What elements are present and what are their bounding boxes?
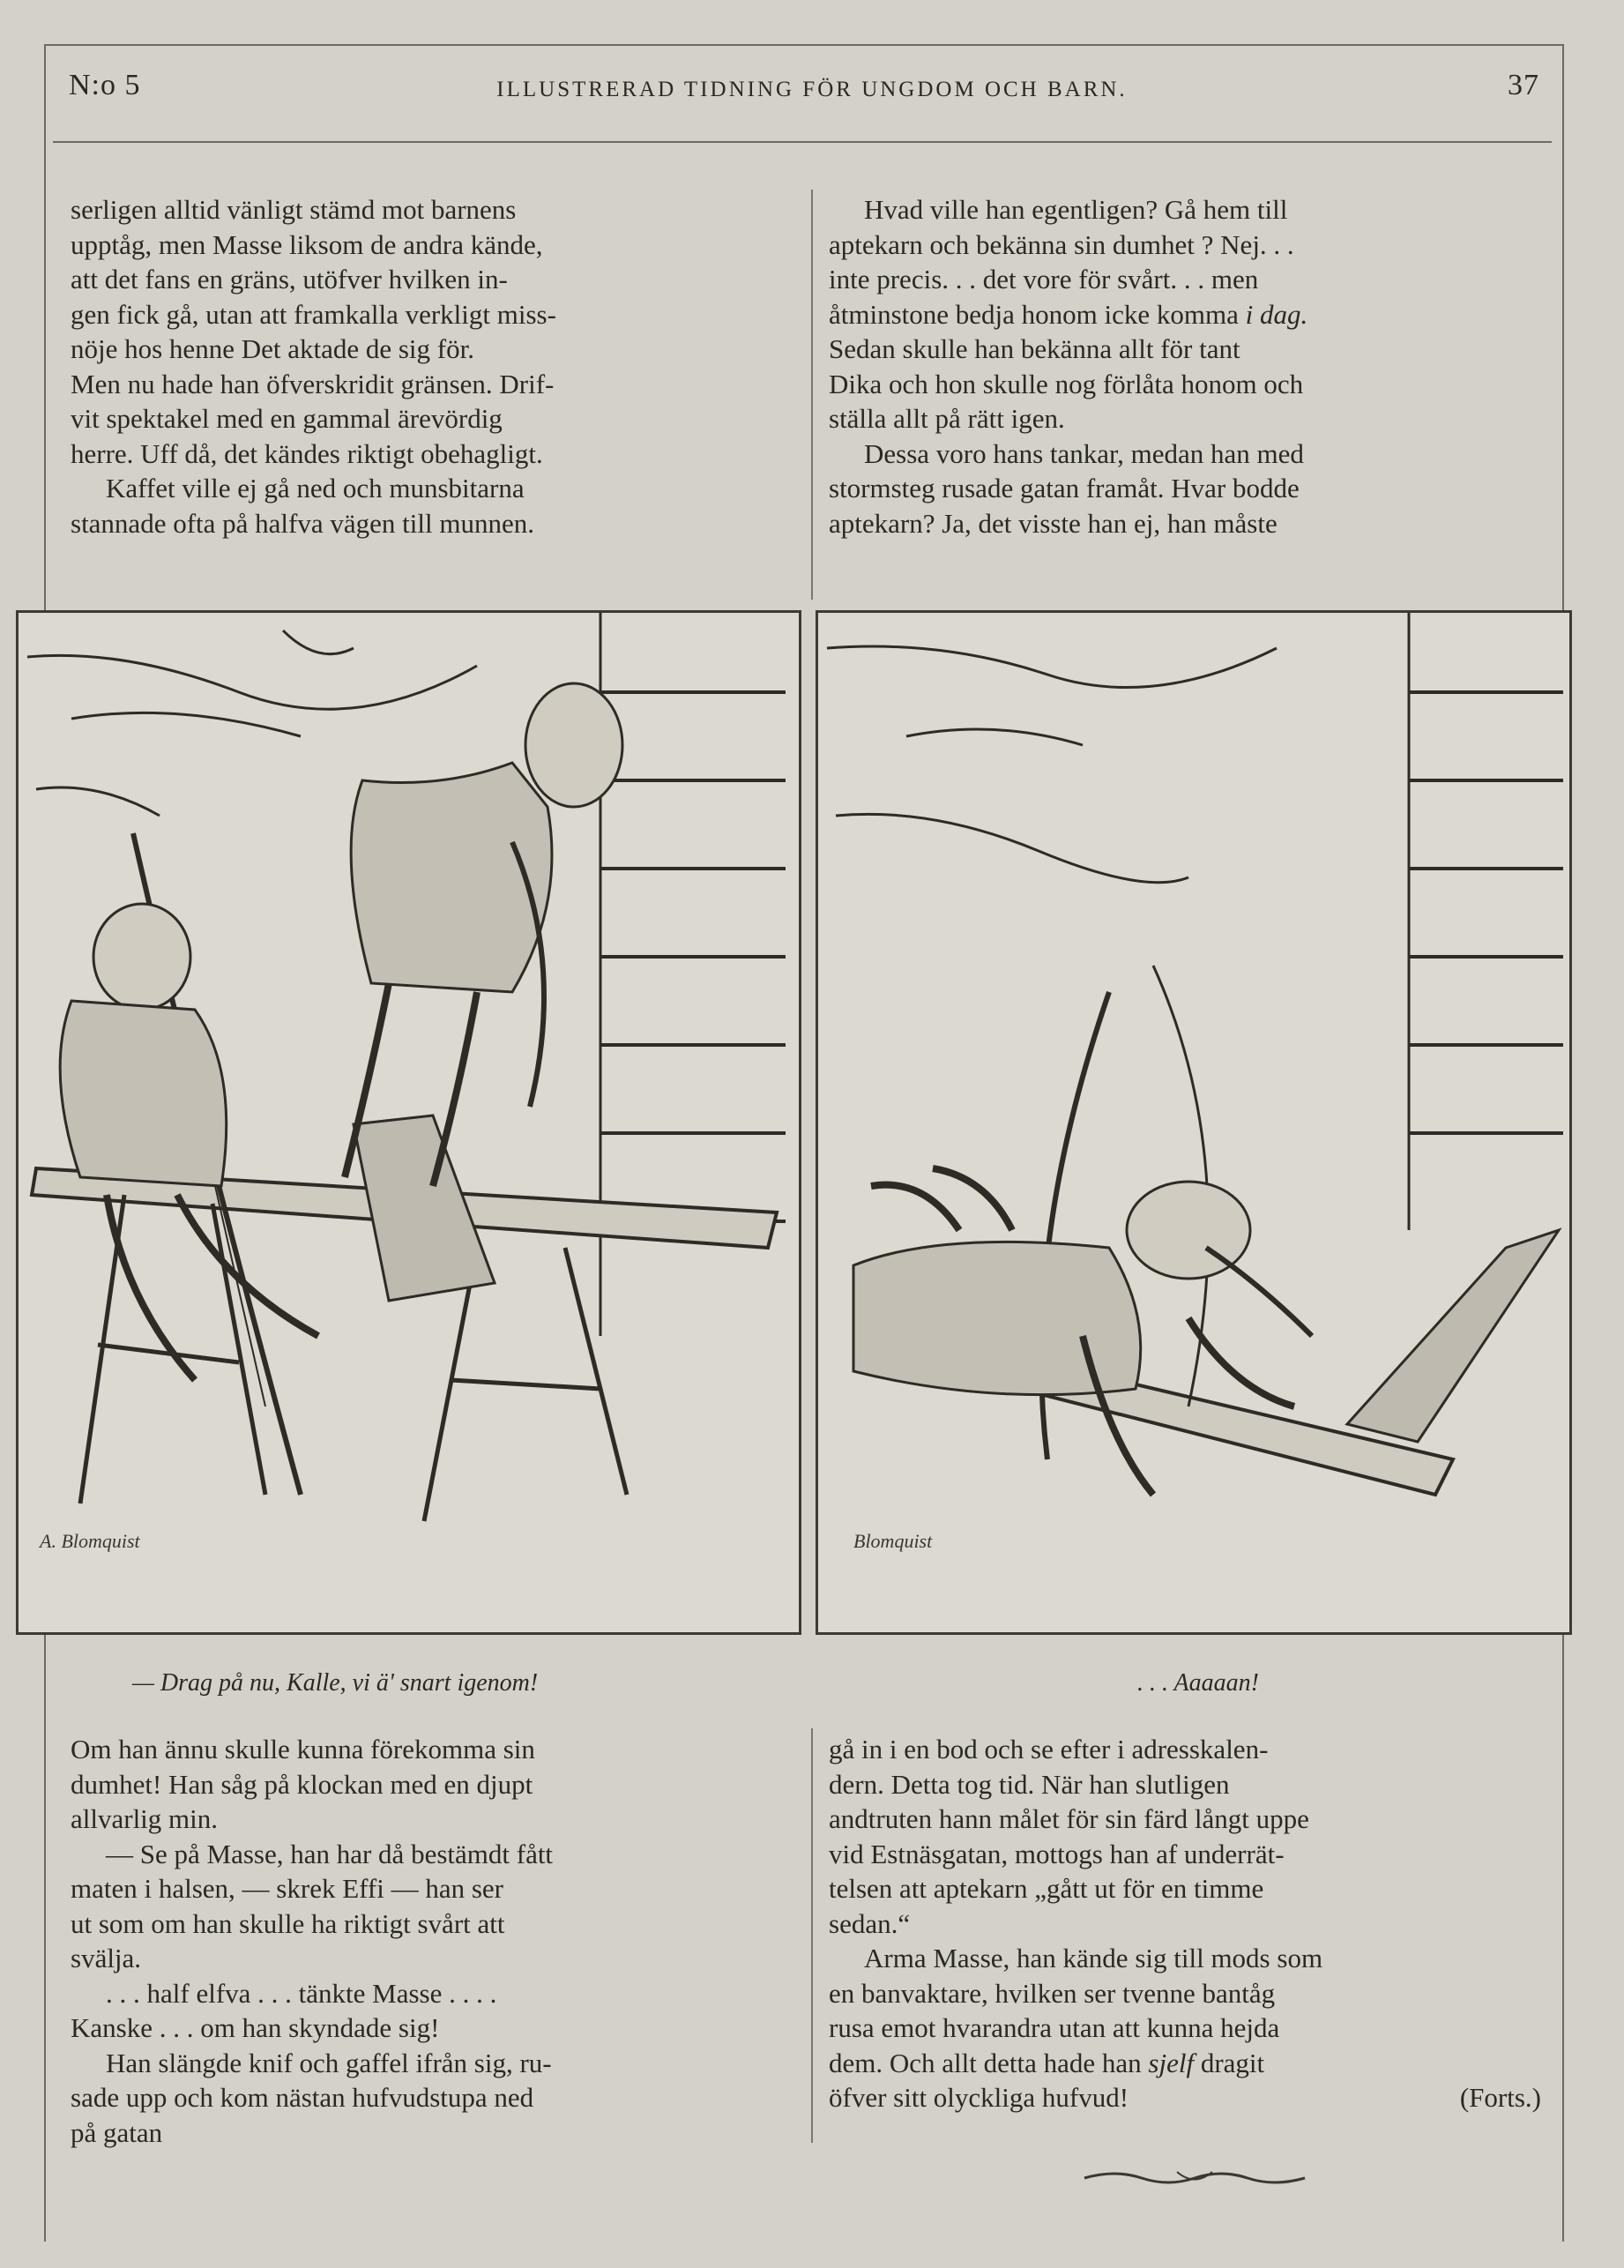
text-line: Kanske . . . om han skyndade sig!: [71, 2012, 440, 2043]
text-column-top-left: [71, 192, 793, 541]
text-line: rusa emot hvarandra utan att kunna hejda: [829, 2012, 1280, 2043]
text-line: sedan.“: [829, 1907, 911, 1939]
text-line: allvarlig min.: [71, 1803, 219, 1834]
text-line: herre. Uff då, det kändes riktigt obehagligt.: [71, 437, 543, 469]
caption-left: — Drag på nu, Kalle, vi ä' snart igenom!: [132, 1669, 539, 1697]
text-line: gå in i en bod och se efter i adresskalen-: [829, 1734, 1269, 1764]
caption-right: . . . Aaaaan!: [1137, 1669, 1259, 1697]
issue-number: N:o 5: [69, 69, 141, 101]
column-divider-top: [811, 190, 813, 600]
text-line: Dika och hon skulle nog förlåta honom och: [829, 368, 1304, 399]
text-line: Sedan skulle han bekänna allt för tant: [829, 333, 1240, 364]
branch: [71, 712, 301, 736]
branch: [906, 729, 1083, 745]
branch: [827, 646, 1277, 688]
ornament-divider: [1080, 2165, 1309, 2191]
publication-title: ILLUSTRERAD TIDNING FÖR UNGDOM OCH BARN.: [496, 78, 1128, 101]
text-line: gen fick gå, utan att framkalla verkligt miss-: [71, 298, 556, 330]
signature-right: Blomquist: [853, 1530, 933, 1552]
sawing-scene: [19, 613, 799, 1632]
text-line: ut som om han skulle ha riktigt svårt att: [71, 1907, 505, 1939]
branch: [36, 787, 160, 816]
text-column-top-right: [829, 192, 1552, 541]
text-line: inte precis. . . det vore för svårt. . . men: [829, 264, 1259, 295]
text-line: vid Estnäsgatan, mottogs han af underrät-: [829, 1838, 1285, 1869]
illustration-left: [16, 610, 801, 1635]
text-line: stormsteg rusade gatan framåt. Hvar bodde: [829, 473, 1300, 504]
text-column-bottom-left: [71, 1732, 793, 2150]
falling-scene: [818, 613, 1569, 1632]
branch: [836, 814, 1188, 882]
text-line: [829, 297, 1552, 332]
text-line: . . . half elfva . . . tänkte Masse . . . .: [106, 1977, 497, 2009]
text-line: en banvaktare, hvilken ser tvenne bantåg: [829, 1977, 1276, 2009]
text-line: Om han ännu skulle kunna förekomma sin: [71, 1734, 535, 1764]
page-number: 37: [1508, 69, 1539, 101]
column-divider-bottom: [811, 1728, 813, 2143]
text-line: sade upp och kom nästan hufvudstupa ned: [71, 2082, 534, 2113]
text-line: Dessa voro hans tankar, medan han med: [864, 437, 1304, 469]
illustration-right: [816, 610, 1572, 1635]
text-line: Hvad ville han egentligen? Gå hem till: [864, 194, 1288, 225]
text-span: dragit: [1194, 2047, 1265, 2078]
text-line: Men nu hade han öfverskridit gränsen. Drif-: [71, 368, 555, 399]
text-line: [829, 2046, 1552, 2081]
text-span: öfver sitt olyckliga hufvud!: [829, 2082, 1129, 2113]
text-line: vit spektakel med en gammal ärevördig: [71, 403, 503, 434]
text-line: telsen att aptekarn „gått ut för en timme: [829, 1873, 1264, 1904]
text-line: dern. Detta tog tid. När han slutligen: [829, 1768, 1230, 1800]
text-line: Kaffet ville ej gå ned och munsbitarna: [106, 473, 525, 504]
text-line: svälja.: [71, 1943, 142, 1973]
text-line: serligen alltid vänligt stämd mot barnens: [71, 194, 517, 225]
text-span: åtminstone bedja honom icke komma: [829, 298, 1246, 330]
text-line: [829, 2080, 1552, 2115]
text-line: — Se på Masse, han har då bestämdt fått: [106, 1838, 554, 1869]
text-line: att det fans en gräns, utöfver hvilken in-: [71, 264, 508, 295]
branch: [27, 655, 477, 709]
text-line: på gatan: [71, 2116, 163, 2148]
header-rule: [53, 141, 1552, 143]
text-line: aptekarn? Ja, det visste han ej, han måste: [829, 507, 1278, 539]
text-line: upptåg, men Masse liksom de andra kände,: [71, 228, 543, 260]
text-line: Arma Masse, han kände sig till mods som: [864, 1943, 1323, 1973]
text-column-bottom-right: [829, 1732, 1552, 2115]
signature-left: A. Blomquist: [40, 1530, 140, 1552]
text-line: nöje hos henne Det aktade de sig för.: [71, 333, 474, 364]
italic-span: i dag.: [1245, 298, 1308, 330]
text-line: dumhet! Han såg på klockan med en djupt: [71, 1768, 533, 1800]
text-line: aptekarn och bekänna sin dumhet ? Nej. . .: [829, 228, 1294, 260]
text-line: stannade ofta på halfva vägen till munnen.: [71, 507, 534, 539]
branch: [283, 630, 354, 654]
text-line: ställa allt på rätt igen.: [829, 403, 1065, 434]
text-line: andtruten hann målet för sin färd långt uppe: [829, 1803, 1309, 1834]
text-line: Han slängde knif och gaffel ifrån sig, ru-: [106, 2047, 552, 2078]
text-line: maten i halsen, — skrek Effi — han ser: [71, 1873, 503, 1904]
text-span: dem. Och allt detta hade han: [829, 2047, 1149, 2078]
italic-span: sjelf: [1148, 2047, 1195, 2078]
signoff: (Forts.): [1459, 2082, 1541, 2113]
